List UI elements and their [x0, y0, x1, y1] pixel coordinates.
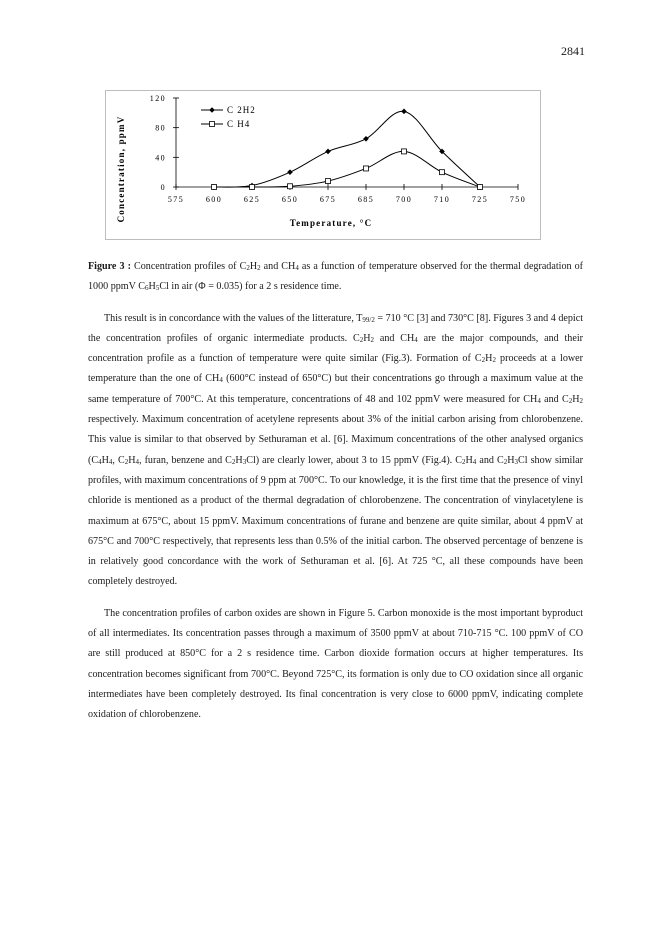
y-tick-label: 120 [149, 94, 166, 103]
x-tick-label: 700 [395, 195, 413, 204]
data-point [326, 179, 331, 184]
data-point [402, 149, 407, 154]
x-tick-label: 725 [471, 195, 489, 204]
figure-3 [105, 90, 541, 240]
data-point [288, 184, 293, 189]
legend-entry-c2h2 [201, 105, 256, 115]
data-point [209, 107, 215, 113]
x-tick-label: 685 [357, 195, 375, 204]
line-chart [106, 91, 542, 241]
legend-label: C 2H2 [227, 105, 256, 115]
x-tick-label: 625 [243, 195, 261, 204]
legend-entry-ch4 [201, 119, 250, 129]
x-tick-label: 710 [433, 195, 451, 204]
data-point [401, 109, 407, 115]
page-number: 2841 [561, 44, 585, 58]
data-point [363, 136, 369, 142]
data-point [440, 170, 445, 175]
data-point [287, 169, 293, 175]
data-point [210, 122, 215, 127]
series-line [214, 151, 480, 187]
body-text [88, 257, 583, 726]
data-point [478, 185, 483, 190]
y-tick-label: 80 [155, 123, 166, 133]
x-tick-label: 675 [319, 195, 337, 204]
paragraph-2: The concentration profiles of carbon oxides are shown in Figure 5. Carbon monoxide is the most important byproduct of all intermediates. Its concentration passes through a maximum of 3500 ppmV at about 710-715 °C. 100 ppmV of CO are still produced at 850°C for a 2 s residence time. Carbon dioxide formation occurs at higher temperatures. Its concentration becomes significant from 700°C. Beyond 725°C, its formation is only due to CO oxidation since all organic intermediates have been completely destroyed. Its final concentration is very close to 6000 ppmV, indicating complete oxidation of chlorobenzene. [88, 607, 583, 721]
y-tick-label: 0 [160, 183, 166, 192]
series-c2h2 [211, 109, 483, 190]
data-point [364, 166, 369, 171]
legend [201, 105, 256, 129]
data-point [325, 149, 331, 155]
x-axis-title: Temperature, °C [289, 218, 373, 228]
paragraph-1: This result is in concordance with the values of the litterature, $T_{99/2} = 710$ °C [3] and 730°C [8]. Figures 3 and 4 depict the concentration profiles of organic intermediate products. $C_2H_2$ and $CH_4$ are the major compounds, and their concentration profile as a function of temperature were quite similar (Fig.3). Formation of $C_2H_2$ proceeds at a lower temperature than the one of $CH_4$ (600°C instead of 650°C) but their concentrations go through a maximum value at the same temperature of 700°C. At this temperature, concentrations of 48 and 102 ppmV were measured for $CH_4$ and $C_2H_2$ respectively. Maximum concentration of acetylene represents about 3% of the initial carbon arising from chlorobenzene. This value is similar to that observed by Sethuraman et al. [6]. Maximum concentrations of the other analysed organics ($C_4H_4$, $C_2H_4$, furan, benzene and $C_2H_3Cl$) are clearly lower, about 3 to 15 ppmV (Fig.4). $C_2H_4$ and $C_2H_3Cl$ show similar profiles, with maximum concentrations of 9 ppm at 700°C. To our knowledge, it is the first time that the presence of vinyl chloride is mentioned as a product of the thermal degradation of chlorobenzene. The concentration of vinylacetylene is maximum at 675°C, about 15 ppmV. Maximum concentrations of furane and benzene are quite similar, about 4 ppmV at 675°C and 700°C respectively, that represents less than 0.5% of the initial carbon. The observed percentage of benzene is in relatively good concordance with the work of Sethuraman et al. [6]. At 725 °C, all these compounds have been completely destroyed. [88, 312, 584, 588]
x-tick-label: 650 [281, 195, 299, 204]
caption-label: Figure 3 : [88, 261, 131, 272]
data-point [250, 185, 255, 190]
series-layer [211, 109, 483, 190]
y-tick-label: 40 [155, 153, 166, 163]
y-axis-title: Concentration, ppmV [116, 115, 126, 223]
x-tick-label: 575 [167, 195, 185, 204]
y-tick-labels [150, 94, 166, 192]
x-tick-label: 600 [205, 195, 223, 204]
x-tick-label: 750 [509, 195, 527, 204]
figure-caption: Figure 3 : Concentration profiles of $C_2H_2$ and $CH_4$ as a function of temperature observed for the thermal degradation of 1000 ppmV $C_6H_5Cl$ in air (Φ = 0.035) for a 2 s residence time. [88, 261, 584, 293]
legend-label: C H4 [227, 119, 251, 129]
x-tick-labels [168, 195, 526, 204]
data-point [212, 185, 217, 190]
